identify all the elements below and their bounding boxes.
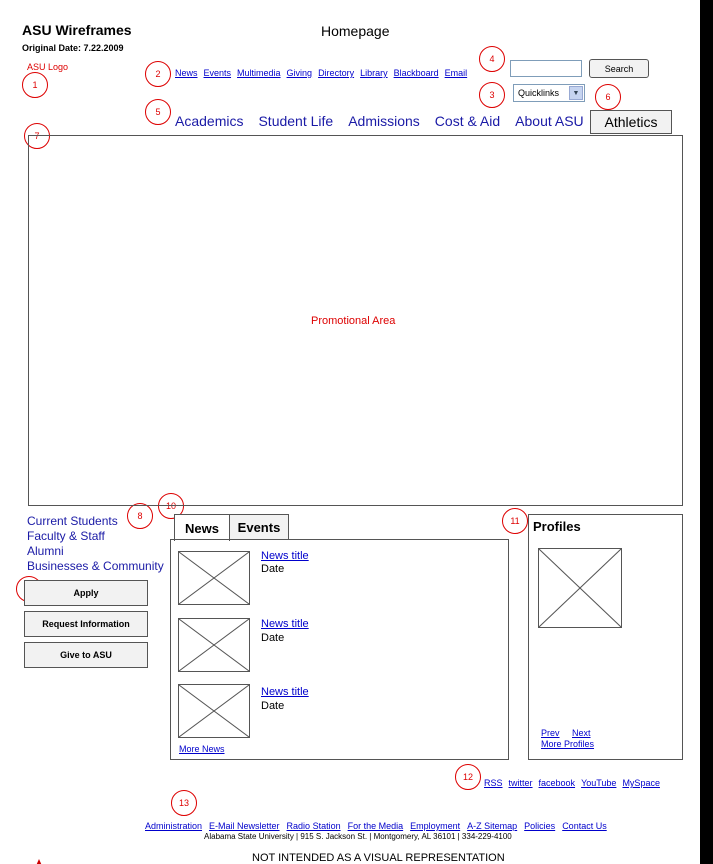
social-link-twitter[interactable]: twitter [508,778,533,788]
footer-link-contact-us[interactable]: Contact Us [562,821,607,831]
utility-nav [175,68,467,78]
audience-link-current-students[interactable]: Current Students [27,514,118,528]
utility-link-directory[interactable]: Directory [318,68,355,78]
logo-placeholder[interactable]: ASU Logo [27,62,69,72]
social-link-rss[interactable]: RSS [484,778,503,788]
request-information-button[interactable]: Request Information [24,611,148,637]
quicklinks-select[interactable] [513,84,585,102]
main-nav [175,113,599,129]
annotation-marker: 7 [24,123,50,149]
quicklinks-value: Quicklinks [518,88,560,98]
profiles-title: Profiles [533,519,581,534]
nav-item-student-life[interactable]: Student Life [258,113,334,129]
profile-image-placeholder [538,548,622,628]
utility-link-multimedia[interactable]: Multimedia [237,68,281,78]
annotation-marker: 11 [502,508,528,534]
profiles-next-link[interactable]: Next [572,728,591,738]
utility-link-giving[interactable]: Giving [286,68,313,78]
original-date: Original Date: 7.22.2009 [22,43,124,53]
annotation-marker: 4 [479,46,505,72]
more-profiles-link[interactable]: More Profiles [541,739,595,749]
disclaimer: NOT INTENDED AS A VISUAL REPRESENTATION [252,852,505,864]
news-title-link[interactable]: News title [261,686,309,698]
annotation-marker: 10 [158,493,184,519]
utility-link-blackboard[interactable]: Blackboard [393,68,439,78]
nav-item-admissions[interactable]: Admissions [348,113,420,129]
footer-link-newsletter[interactable]: E-Mail Newsletter [209,821,280,831]
tab-news[interactable]: News [174,514,230,541]
give-to-asu-button[interactable]: Give to ASU [24,642,148,668]
audience-link-faculty-staff[interactable]: Faculty & Staff [27,529,105,543]
annotation-marker: 2 [145,61,171,87]
audience-link-alumni[interactable]: Alumni [27,544,64,558]
news-date: Date [261,632,285,644]
footer-address: Alabama State University | 915 S. Jackson St. | Montgomery, AL 36101 | 334-229-4100 [204,832,512,841]
social-link-youtube[interactable]: YouTube [581,778,617,788]
utility-link-news[interactable]: News [175,68,198,78]
audience-links [27,514,164,574]
social-links [484,778,660,788]
footer-links [145,821,607,831]
search-button[interactable]: Search [589,59,649,78]
footer-link-sitemap[interactable]: A-Z Sitemap [467,821,518,831]
nav-item-cost-aid[interactable]: Cost & Aid [434,113,501,129]
social-link-facebook[interactable]: facebook [538,778,576,788]
annotation-marker: 8 [127,503,153,529]
annotation-marker: 3 [479,82,505,108]
more-news-link[interactable]: More News [179,744,225,754]
footer-link-policies[interactable]: Policies [524,821,556,831]
annotation-marker: 1 [22,72,48,98]
apply-button[interactable]: Apply [24,580,148,606]
news-image-placeholder [178,618,250,672]
audience-link-businesses[interactable]: Businesses & Community [27,559,164,573]
footer-link-employment[interactable]: Employment [410,821,461,831]
cropped-logo-mark [33,855,153,864]
nav-item-about-asu[interactable]: About ASU [515,113,584,129]
annotation-marker: 13 [171,790,197,816]
tab-events[interactable]: Events [229,514,289,540]
utility-link-library[interactable]: Library [360,68,388,78]
chevron-down-icon[interactable]: ▼ [569,86,583,100]
news-image-placeholder [178,684,250,738]
news-date: Date [261,700,285,712]
search-input[interactable] [510,60,582,77]
footer-link-for-the-media[interactable]: For the Media [347,821,404,831]
annotation-marker: 12 [455,764,481,790]
news-title-link[interactable]: News title [261,550,309,562]
nav-item-athletics[interactable]: Athletics [590,110,672,134]
profiles-prev-link[interactable]: Prev [541,728,560,738]
footer-link-administration[interactable]: Administration [145,821,203,831]
news-date: Date [261,563,285,575]
news-title-link[interactable]: News title [261,618,309,630]
footer-link-radio-station[interactable]: Radio Station [286,821,341,831]
nav-item-academics[interactable]: Academics [175,113,244,129]
utility-link-email[interactable]: Email [444,68,468,78]
utility-link-events[interactable]: Events [203,68,232,78]
window-right-edge [700,0,713,864]
promotional-area-label: Promotional Area [311,315,396,327]
annotation-marker: 5 [145,99,171,125]
page-title: Homepage [321,23,390,39]
annotation-marker: 6 [595,84,621,110]
social-link-myspace[interactable]: MySpace [622,778,660,788]
wireframe-title: ASU Wireframes [22,22,132,38]
news-image-placeholder [178,551,250,605]
